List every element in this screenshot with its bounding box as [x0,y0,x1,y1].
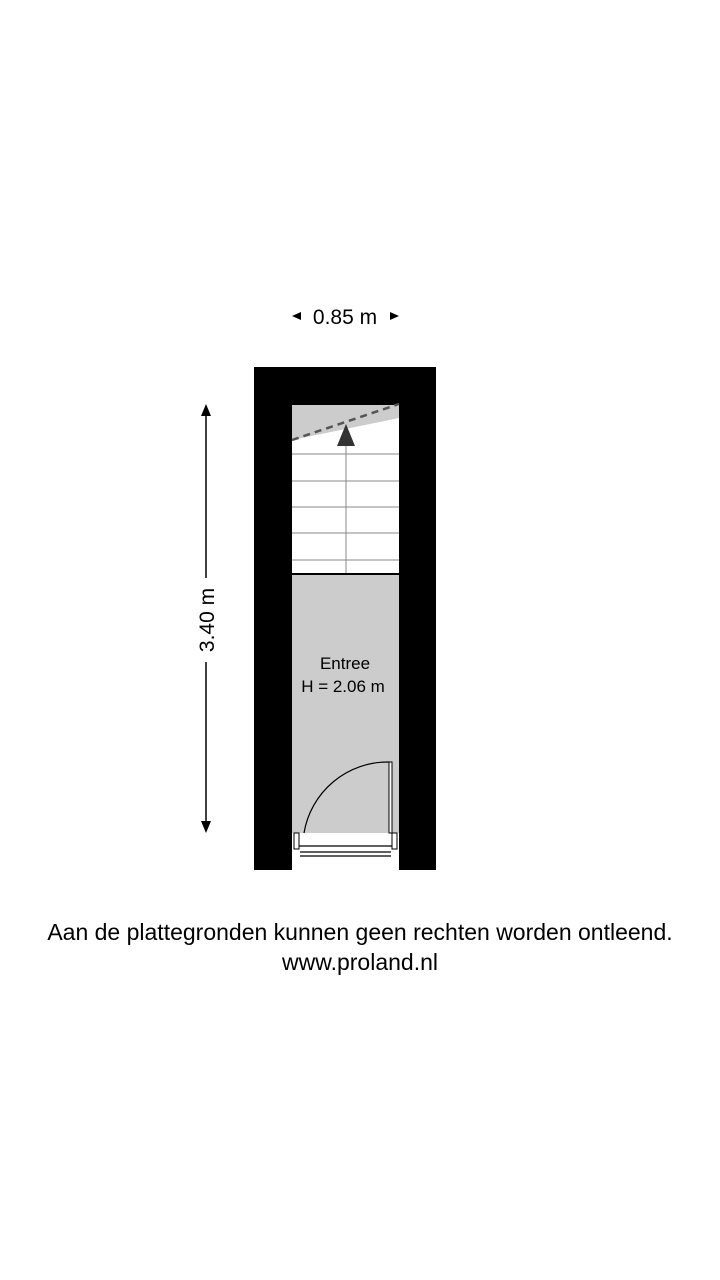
door-jamb-left [294,833,299,849]
width-label: 0.85 m [312,306,378,329]
height-arrow-top [201,404,211,416]
door-leaf [389,762,392,833]
height-arrow-bottom [201,821,211,833]
room-height: H = 2.06 m [301,677,385,696]
height-label: 3.40 m [196,587,219,653]
height-dimension [196,404,219,833]
disclaimer-text: Aan de plattegronden kunnen geen rechten worden ontleend. [47,919,673,945]
room-name: Entree [319,654,371,673]
width-arrow-left [292,312,301,320]
door-jamb-right [392,833,397,849]
width-dimension [292,306,399,329]
website-link[interactable]: www.proland.nl [282,949,438,975]
staircase [292,404,399,574]
width-arrow-right [390,312,399,320]
